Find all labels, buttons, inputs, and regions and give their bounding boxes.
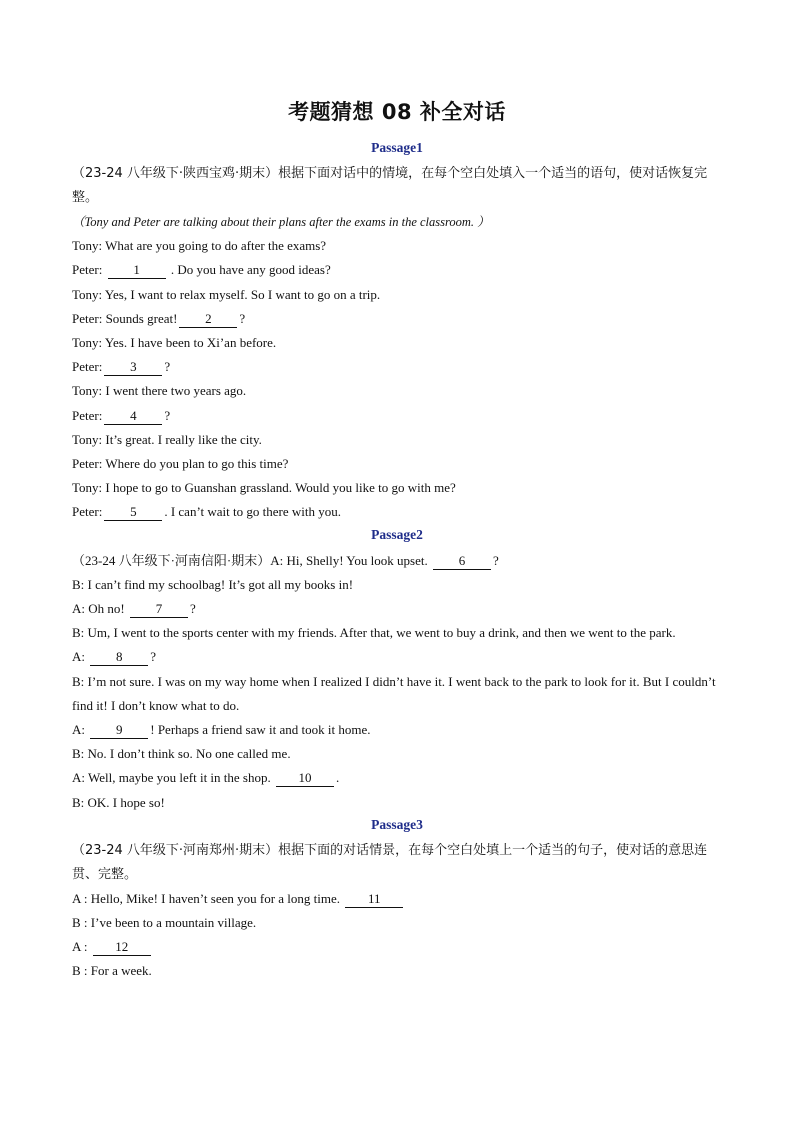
dialogue-line <box>72 476 722 500</box>
line-text: Peter: <box>72 262 106 278</box>
line-text: Peter: <box>72 407 103 423</box>
answer-blank[interactable]: 7 <box>130 601 188 618</box>
line-text: B : I’ve been to a mountain village. <box>72 915 257 931</box>
line-text: Peter: <box>72 504 103 520</box>
line-text: ? <box>239 310 246 326</box>
dialogue-line <box>72 597 722 621</box>
dialogue-line <box>72 234 722 258</box>
line-text: Tony: I hope to go to Guanshan grassland. Would you like to go with me? <box>72 480 456 496</box>
scene-description: （Tony and Peter are talking about their plans after the exams in the classroom. ） <box>72 215 490 229</box>
line-text: Peter: Where do you plan to go this time? <box>72 456 289 472</box>
dialogue-line <box>72 935 722 959</box>
line-text: ? <box>164 359 171 375</box>
dialogue-line <box>72 645 722 669</box>
answer-blank[interactable]: 9 <box>90 722 148 739</box>
line-text: Tony: It’s great. I really like the city. <box>72 431 262 447</box>
answer-blank[interactable]: 6 <box>433 553 491 570</box>
line-text: Tony: What are you going to do after the exams? <box>72 238 327 254</box>
line-text: . Do you have any good ideas? <box>167 262 331 278</box>
dialogue-line <box>72 283 722 307</box>
dialogue-line <box>72 573 722 597</box>
line-text: A: <box>72 722 89 738</box>
dialogue-line <box>72 428 722 452</box>
line-text: Tony: Yes. I have been to Xi’an before. <box>72 335 277 351</box>
dialogue-line <box>72 258 722 282</box>
line-text: ? <box>150 649 157 665</box>
passage-heading: Passage2 <box>371 526 423 542</box>
line-text: A: <box>72 649 89 665</box>
answer-blank[interactable]: 11 <box>345 891 403 908</box>
line-text: B: I can’t find my schoolbag! It’s got all my books in! <box>72 576 354 592</box>
passage-3 <box>72 815 722 984</box>
answer-blank[interactable]: 2 <box>179 311 237 328</box>
line-text: . <box>336 770 340 786</box>
passage-2 <box>72 525 722 815</box>
passage-heading: Passage1 <box>371 140 423 155</box>
line-text: A: Well, maybe you left it in the shop. <box>72 770 274 786</box>
line-text: Peter: Sounds great! <box>72 310 178 326</box>
line-text: B : For a week. <box>72 963 152 979</box>
answer-blank[interactable]: 8 <box>90 649 148 666</box>
dialogue-line <box>72 500 722 524</box>
line-text: ! Perhaps a friend saw it and took it home. <box>150 722 371 738</box>
line-text: . I can’t wait to go there with you. <box>164 504 341 520</box>
passage-heading: Passage3 <box>371 816 423 832</box>
dialogue-line <box>72 331 722 355</box>
dialogue-line <box>72 887 722 911</box>
dialogue-line <box>72 791 722 815</box>
dialogue-line <box>72 766 722 790</box>
line-text: Peter: <box>72 359 103 375</box>
line-text: Tony: Yes, I want to relax myself. So I want to go on a trip. <box>72 286 381 302</box>
line-text: Tony: I went there two years ago. <box>72 383 247 399</box>
dialogue-line <box>72 670 722 718</box>
dialogue-line <box>72 911 722 935</box>
dialogue-line <box>72 549 722 573</box>
answer-blank[interactable]: 5 <box>104 504 162 521</box>
dialogue-line <box>72 379 722 403</box>
dialogue-line <box>72 621 722 645</box>
answer-blank[interactable]: 4 <box>104 408 162 425</box>
line-text: B: OK. I hope so! <box>72 794 165 810</box>
passage-instructions: （23-24 八年级下·陕西宝鸡·期末）根据下面对话中的情境，在每个空白处填入一个适当的语句，使对话恢复完整。 <box>72 166 708 205</box>
page-title: 考题猜想 08 补全对话 <box>288 100 506 124</box>
dialogue-line <box>72 307 722 331</box>
line-text: （23-24 八年级下·河南信阳·期末）A: Hi, Shelly! You look upset. <box>72 552 431 568</box>
line-text: ? <box>189 601 196 617</box>
line-text: B: No. I don’t think so. No one called me. <box>72 746 291 762</box>
line-text: B: I’m not sure. I was on my way home when I realized I didn’t have it. I went back to the park to look for it. But I couldn’t find it! I don’t know what to do. <box>72 673 716 713</box>
line-text: B: Um, I went to the sports center with my friends. After that, we went to buy a drink, and then we went to the park. <box>72 625 676 641</box>
line-text: A : Hello, Mike! I haven’t seen you for a long time. <box>72 890 344 906</box>
answer-blank[interactable]: 12 <box>93 939 151 956</box>
document-body <box>72 138 722 984</box>
line-text: ? <box>492 552 499 568</box>
answer-blank[interactable]: 10 <box>276 770 334 787</box>
dialogue-line <box>72 959 722 983</box>
dialogue-line <box>72 718 722 742</box>
dialogue-line <box>72 742 722 766</box>
answer-blank[interactable]: 3 <box>104 359 162 376</box>
passage-1 <box>72 138 722 525</box>
line-text: ? <box>164 407 171 423</box>
line-text: A : <box>72 939 91 955</box>
dialogue-line <box>72 355 722 379</box>
answer-blank[interactable]: 1 <box>108 262 166 279</box>
passage-instructions: （23-24 八年级下·河南郑州·期末）根据下面的对话情景，在每个空白处填上一个适当的句子，使对话的意思连贯、完整。 <box>72 842 708 882</box>
dialogue-line <box>72 404 722 428</box>
line-text: A: Oh no! <box>72 601 128 617</box>
dialogue-line <box>72 452 722 476</box>
